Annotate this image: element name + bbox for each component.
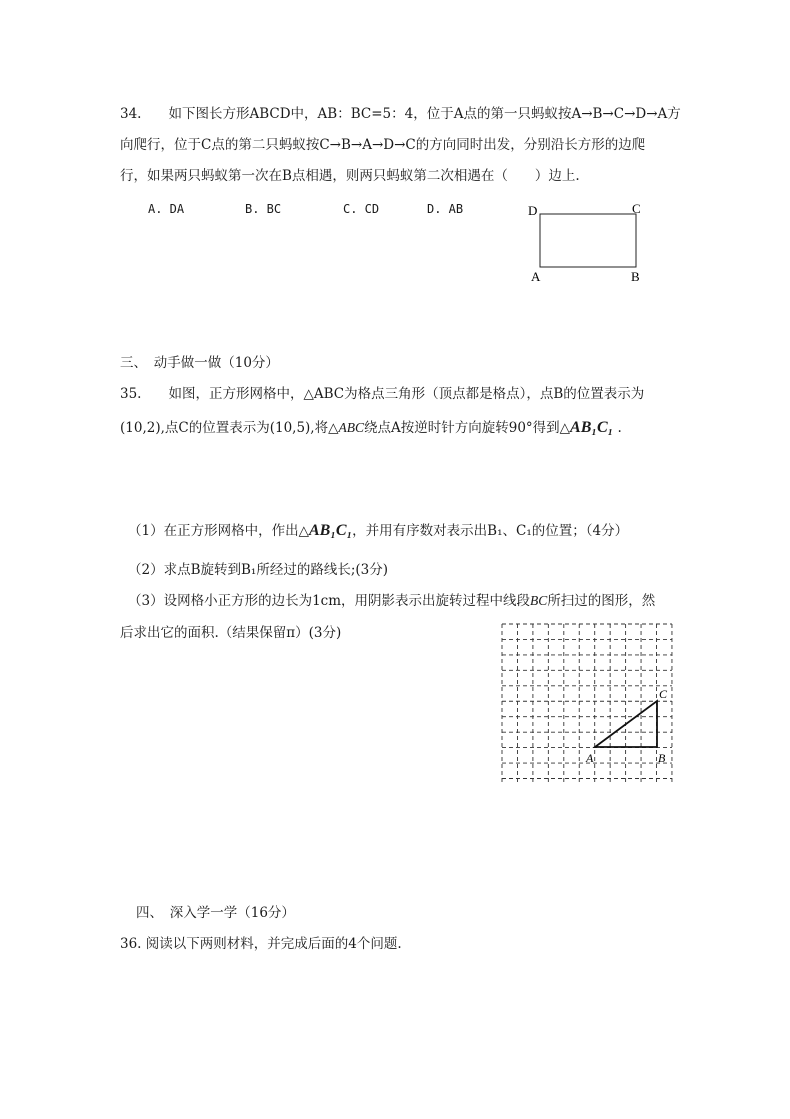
grid-label-a: A: [586, 751, 594, 765]
q35-line2-end: .: [613, 420, 622, 436]
label-d: D: [528, 203, 538, 218]
q34-option-d: D. AB: [427, 202, 464, 216]
section4-title: 四、 深入学一学（16分）: [136, 905, 295, 921]
q35-bc: BC: [530, 593, 548, 608]
q35-part3-pre: （3）设网格小正方形的边长为1cm，用阴影表示出旋转过程中线段: [128, 593, 531, 609]
rectangle-abcd: [540, 214, 636, 267]
section3-title: 三、 动手做一做（10分）: [120, 355, 279, 371]
q36-line1: 36. 阅读以下两则材料，并完成后面的4个问题.: [120, 936, 402, 952]
label-c: C: [632, 201, 641, 216]
q34-line3: 行，如果两只蚂蚁第一次在B点相遇，则两只蚂蚁第二次相遇在（ ）边上.: [120, 168, 580, 184]
q34-option-b: B. BC: [245, 202, 282, 216]
q34-rectangle-figure: [520, 198, 650, 290]
triangle-abc: [595, 701, 657, 747]
q35-part3-line2: 后求出它的面积.（结果保留π）(3分): [120, 625, 342, 641]
q34-line2: 向爬行，位于C点的第二只蚂蚁按C→B→A→D→C的方向同时出发，分别沿长方形的边爬: [120, 137, 646, 153]
q35-line2-pre: (10,2),点C的位置表示为(10,5),将△: [120, 420, 339, 436]
q35-line2: [120, 419, 622, 437]
q35-line1: 35. 如图，正方形网格中，△ABC为格点三角形（顶点都是格点），点B的位置表示为: [120, 386, 645, 402]
q35-triangle-ab1c1: AB₁C₁: [570, 419, 614, 436]
q34-line1: 34. 如下图长方形ABCD中，AB：BC=5：4，位于A点的第一只蚂蚁按A→B→C→D→A方: [120, 106, 681, 122]
q35-part1: [128, 522, 628, 540]
q34-option-a: A. DA: [148, 202, 185, 216]
q35-part1-triangle: AB₁C₁: [308, 522, 353, 539]
grid-label-c: C: [659, 687, 668, 701]
q35-part1-pre: （1）在正方形网格中，作出△: [128, 523, 309, 539]
q35-line2-mid: 绕点A按逆时针方向旋转90°得到△: [363, 420, 571, 436]
q35-part2: （2）求点B旋转到B₁所经过的路线长;(3分): [128, 562, 389, 578]
q35-abc: ABC: [338, 420, 364, 435]
grid-label-b: B: [658, 751, 666, 765]
label-a: A: [531, 269, 541, 284]
label-b: B: [631, 269, 640, 284]
q35-part3-post: 所扫过的图形，然: [547, 593, 656, 609]
q35-part3: [128, 592, 655, 610]
q34-option-c: C. CD: [343, 202, 380, 216]
q35-part1-post: ，并用有序数对表示出B₁、C₁的位置；（4分）: [352, 523, 629, 539]
q35-grid-figure: [495, 620, 680, 785]
